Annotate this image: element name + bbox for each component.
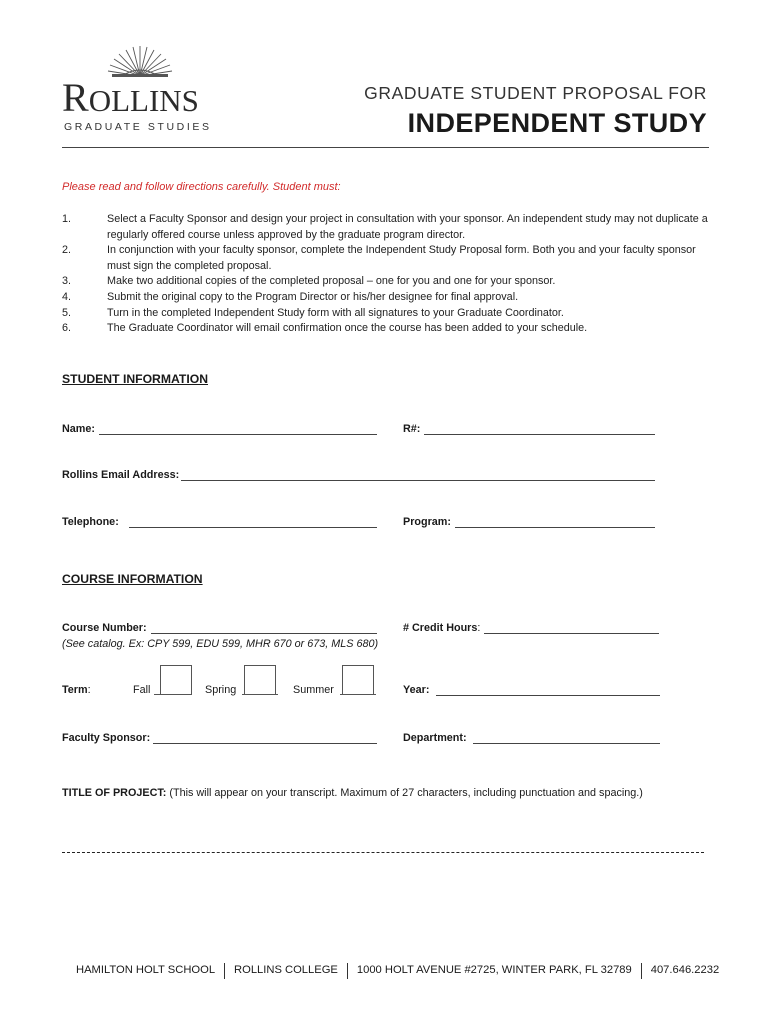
department-field[interactable] bbox=[473, 743, 660, 744]
footer-school: HAMILTON HOLT SCHOOL bbox=[76, 964, 216, 977]
term-label: Term: bbox=[62, 684, 91, 696]
course-info-heading: COURSE INFORMATION bbox=[62, 572, 203, 586]
term-fall-checkbox[interactable] bbox=[160, 665, 192, 694]
course-number-hint: (See catalog. Ex: CPY 599, EDU 599, MHR 670 or 673, MLS 680) bbox=[62, 638, 379, 650]
course-number-field[interactable] bbox=[151, 633, 377, 634]
logo-wordmark: ROLLINS bbox=[62, 75, 199, 120]
faculty-sponsor-field[interactable] bbox=[153, 743, 377, 744]
instructions-list bbox=[62, 212, 712, 337]
instruction-step: 4. Submit the original copy to the Program Director or his/her designee for final approval. bbox=[62, 290, 519, 303]
term-fall-underline bbox=[154, 694, 192, 695]
course-number-label: Course Number: bbox=[62, 622, 147, 634]
project-title-instructions bbox=[62, 788, 643, 799]
form-title-line1: GRADUATE STUDENT PROPOSAL FOR bbox=[364, 83, 707, 103]
term-fall-label: Fall bbox=[133, 684, 151, 696]
instruction-step: 6. The Graduate Coordinator will email confirmation once the course has been added to your schedule. bbox=[62, 322, 588, 335]
student-info-heading: STUDENT INFORMATION bbox=[62, 372, 209, 386]
term-spring-underline bbox=[242, 694, 278, 695]
term-spring-checkbox[interactable] bbox=[244, 665, 276, 694]
telephone-label: Telephone: bbox=[62, 516, 119, 528]
year-label: Year: bbox=[403, 684, 430, 696]
rnum-label: R#: bbox=[403, 423, 421, 435]
header-divider bbox=[62, 147, 709, 148]
instruction-step: 1. Select a Faculty Sponsor and design your project in consultation with your sponsor. An independent study may not duplicate a regularly offered course unless approved by the graduate program director. bbox=[62, 213, 708, 241]
instruction-step: 5. Turn in the completed Independent Study form with all signatures to your Graduate Coordinator. bbox=[62, 306, 564, 319]
email-field[interactable] bbox=[181, 480, 655, 481]
footer-separator bbox=[224, 963, 225, 979]
faculty-sponsor-label: Faculty Sponsor: bbox=[62, 732, 151, 744]
form-title-line2: INDEPENDENT STUDY bbox=[407, 108, 707, 138]
instruction-step: 3. Make two additional copies of the completed proposal – one for you and one for your sponsor. bbox=[62, 275, 556, 288]
year-field[interactable] bbox=[436, 695, 660, 696]
department-label: Department: bbox=[403, 732, 467, 744]
name-label: Name: bbox=[62, 423, 96, 435]
footer-college: ROLLINS COLLEGE bbox=[234, 964, 338, 977]
instruction-step: 2. In conjunction with your faculty sponsor, complete the Independent Study Proposal form. Both you and your faculty sponsor must sign the completed proposal. bbox=[62, 244, 696, 272]
email-label: Rollins Email Address: bbox=[62, 469, 180, 481]
program-field[interactable] bbox=[455, 527, 655, 528]
credit-hours-label: # Credit Hours: bbox=[403, 622, 481, 634]
project-title-field[interactable] bbox=[62, 852, 704, 853]
footer-phone: 407.646.2232 bbox=[650, 964, 720, 977]
term-spring-label: Spring bbox=[205, 684, 237, 696]
instructions-intro: Please read and follow directions carefully. Student must: bbox=[62, 181, 341, 193]
telephone-field[interactable] bbox=[129, 527, 377, 528]
credit-hours-field[interactable] bbox=[484, 633, 659, 634]
rnum-field[interactable] bbox=[424, 434, 655, 435]
project-title-note: (This will appear on your transcript. Maximum of 27 characters, including punctuation and spacing.) bbox=[169, 787, 643, 799]
logo-subtitle: GRADUATE STUDIES bbox=[64, 121, 212, 133]
program-label: Program: bbox=[403, 516, 451, 528]
footer bbox=[76, 963, 719, 979]
term-summer-checkbox[interactable] bbox=[342, 665, 374, 694]
term-summer-label: Summer bbox=[293, 684, 334, 696]
name-field[interactable] bbox=[99, 434, 377, 435]
footer-separator bbox=[641, 963, 642, 979]
footer-address: 1000 HOLT AVENUE #2725, WINTER PARK, FL 32789 bbox=[356, 964, 632, 977]
term-summer-underline bbox=[340, 694, 376, 695]
project-title-label: TITLE OF PROJECT: bbox=[62, 787, 167, 799]
footer-separator bbox=[347, 963, 348, 979]
